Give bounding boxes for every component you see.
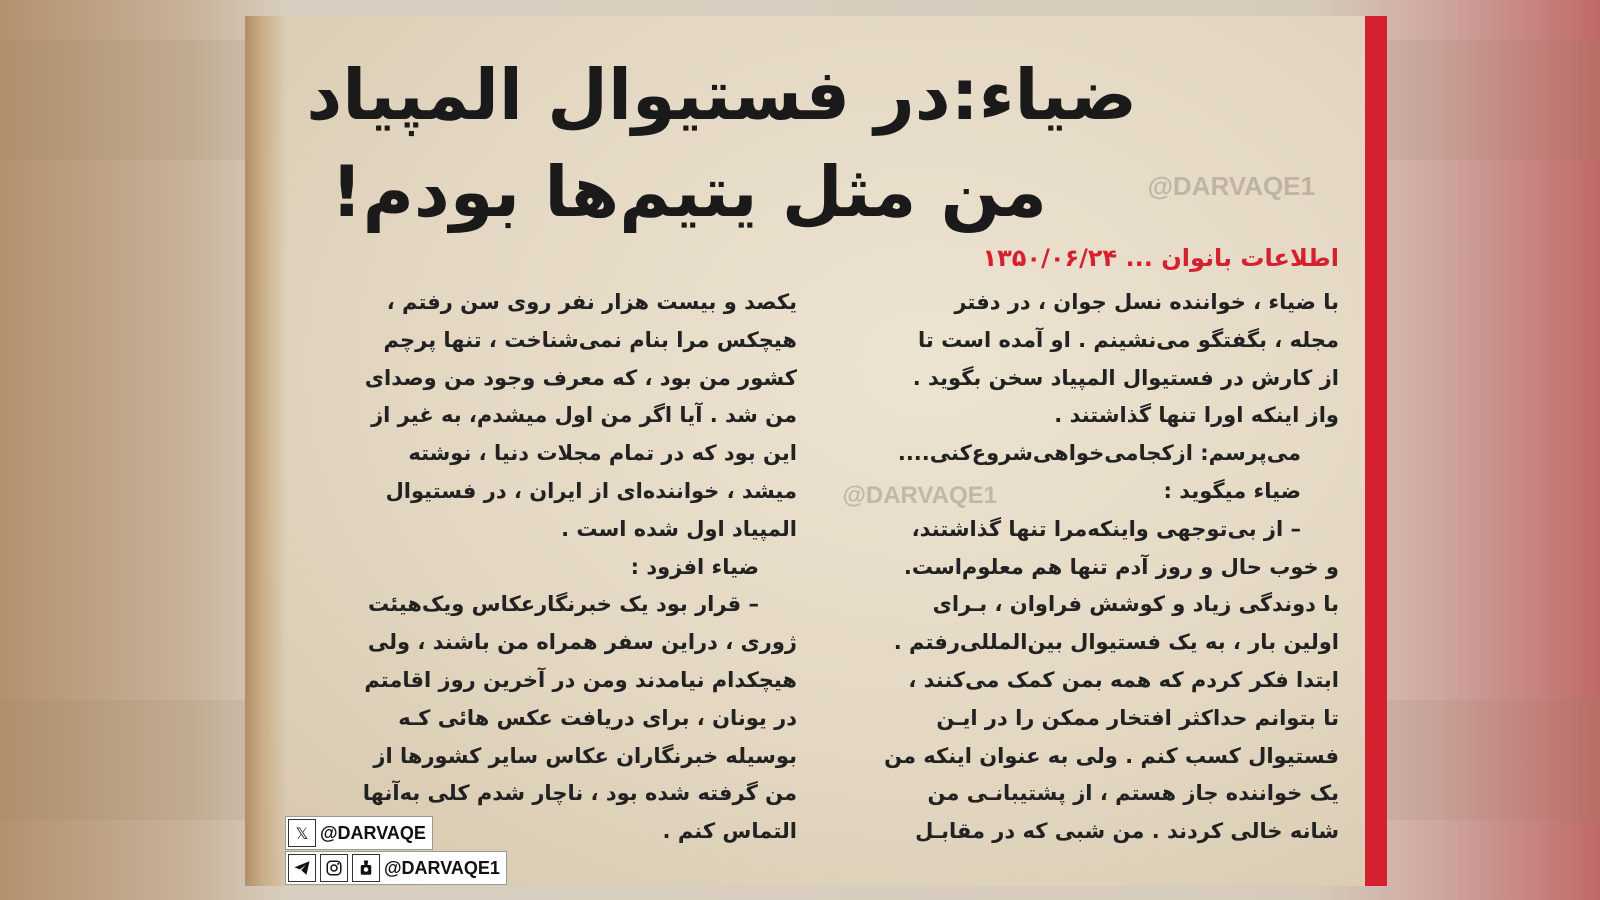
article-line: از کارش در فستیوال المپیاد سخن بگوید . — [912, 365, 1339, 390]
article-line: من گرفته شده بود ، ناچار شدم کلی به‌آنها — [362, 781, 797, 806]
source-date-line: اطلاعات بانوان ... ۱۳۵۰/۰۶/۲۴ — [982, 244, 1339, 272]
article-line: واز اینکه اورا تنها گذاشتند . — [1054, 403, 1339, 428]
article-column-right — [839, 284, 1339, 851]
article-column-left — [287, 284, 797, 851]
article-line: – از بی‌توجهی واینکه‌مرا تنها گذاشتند، — [911, 516, 1301, 541]
multi-handle: @DARVAQE1 — [384, 857, 500, 878]
article-line: میشد ، خواننده‌ای از ایران ، در فستیوال — [385, 478, 797, 503]
article-line: تا بتوانم حداکثر افتخار ممکن را در ایـن — [936, 705, 1339, 730]
telegram-icon — [288, 854, 316, 882]
instagram-icon — [320, 854, 348, 882]
article-line: ضیاء میگوید : — [1163, 478, 1301, 503]
article-line: و خوب حال و روز آدم تنها هم معلوم‌است. — [903, 554, 1339, 579]
article-line: با دوندگی زیاد و کوشش فراوان ، بـرای — [932, 592, 1339, 617]
headline-line-2: من مثل یتیم‌ها بودم! — [330, 151, 1047, 233]
headline-line-1: ضیاء:در فستیوال المپیاد — [306, 54, 1137, 136]
article-line: شانه خالی کردند . من شبی که در مقابـل — [915, 819, 1339, 844]
article-line: المپیاد اول شده است . — [561, 516, 797, 541]
article-line: با ضیاء ، خواننده نسل جوان ، در دفتر — [954, 290, 1339, 314]
article-line: ژوری ، دراین سفر همراه من باشند ، ولی — [367, 630, 797, 655]
article-line: من شد . آیا اگر من اول میشدم، به غیر از — [371, 403, 797, 428]
article-line: یک خواننده جاز هستم ، از پشتیبانـی من — [927, 781, 1339, 806]
social-x-badge[interactable] — [285, 816, 433, 850]
newspaper-page — [245, 16, 1387, 886]
article-line: این بود که در تمام مجلات دنیا ، نوشته — [408, 441, 797, 466]
article-line: هیچکدام نیامدند ومن در آخرین روز اقامتم — [364, 667, 797, 692]
article-line: می‌پرسم: ازکجامی‌خواهی‌شروع‌کنی.... — [897, 441, 1301, 466]
article-line: فستیوال کسب کنم . ولی به عنوان اینکه من — [884, 743, 1339, 768]
camera-icon — [352, 854, 380, 882]
article-line: کشور من بود ، که معرف وجود من وصدای — [364, 365, 797, 390]
article-line: بوسیله خبرنگاران عکاس سایر کشورها از — [373, 743, 797, 768]
article-line: – قرار بود یک خبرنگارعکاس ویک‌هیئت — [367, 592, 759, 617]
social-multi-badge[interactable] — [285, 851, 507, 885]
article-line: مجله ، بگفتگو می‌نشینم . او آمده است تا — [918, 327, 1339, 352]
article-line: یکصد و بیست هزار نفر روی سن رفتم ، — [386, 290, 797, 314]
watermark-top: @DARVAQE1 — [1147, 171, 1315, 201]
article-line: التماس کنم . — [662, 819, 797, 844]
x-handle: @DARVAQE — [320, 822, 426, 843]
article-line: اولین بار ، به یک فستیوال بین‌المللی‌رفتم . — [893, 630, 1339, 655]
watermark-middle: @DARVAQE1 — [842, 482, 997, 509]
article-line: ضیاء افزود : — [630, 554, 759, 579]
red-edge-strip — [1365, 16, 1387, 886]
article-line: در یونان ، برای دریافت عکس هائی کـه — [398, 705, 797, 730]
x-icon: 𝕏 — [288, 819, 316, 847]
article-line: هیچکس مرا بنام نمی‌شناخت ، تنها پرچم — [383, 327, 797, 352]
article-line: ابتدا فکر کردم که همه بمن کمک می‌کنند ، — [908, 667, 1339, 692]
